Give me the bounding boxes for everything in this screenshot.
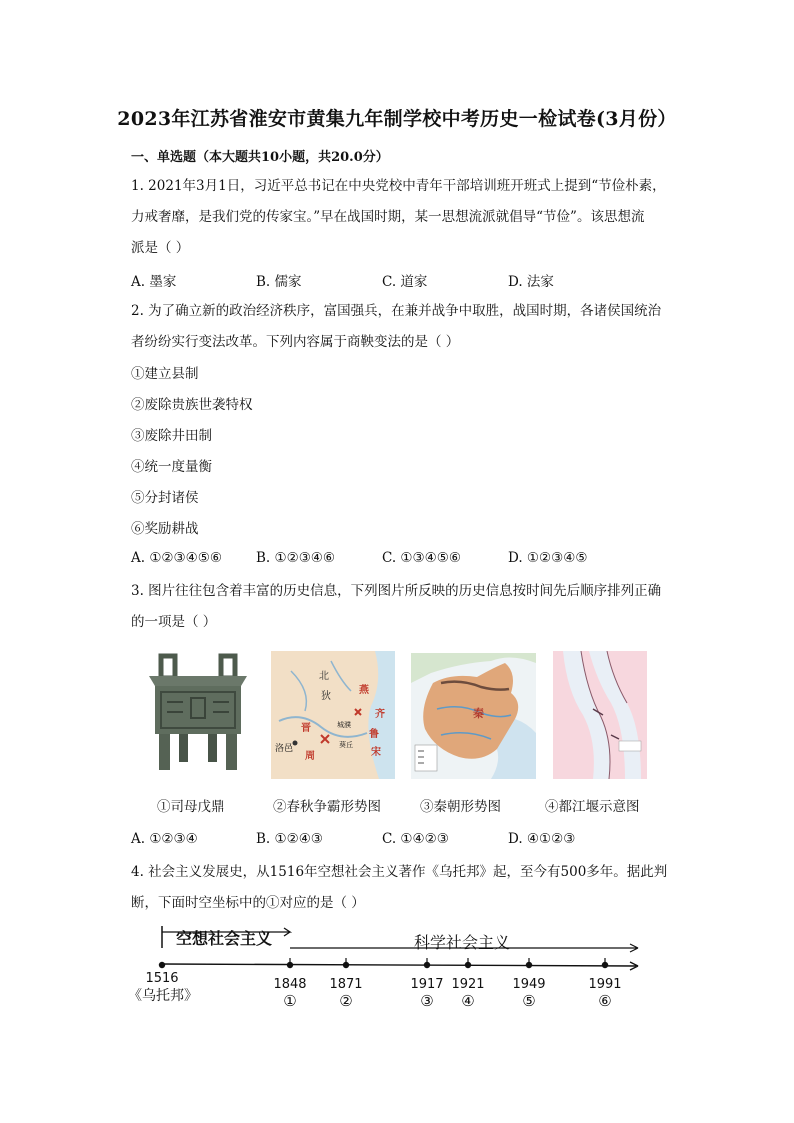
q2-item-2: ②废除贵族世袭特权: [131, 397, 253, 413]
q2-item-5: ⑤分封诸侯: [131, 490, 199, 506]
q1-option-a: A. 墨家: [131, 274, 177, 290]
timeline-year-1871: 1871: [329, 977, 363, 992]
timeline-year-1516: 1516: [145, 971, 179, 986]
timeline-mark-2: ②: [339, 992, 353, 1010]
q3-line-1: 3. 图片往往包含着丰富的历史信息，下列图片所反映的历史信息按时间先后顺序排列正确: [131, 583, 662, 599]
page-title: 2023年江苏省淮安市黄集九年制学校中考历史一检试卷(3月份）: [117, 108, 677, 130]
q4-line-2: 断，下面时空坐标中的①对应的是（ ）: [131, 895, 365, 911]
q2-option-a: A. ①②③④⑤⑥: [131, 550, 222, 566]
q2-item-3: ③废除井田制: [131, 428, 212, 444]
timeline-scientific-label: 科学社会主义: [414, 933, 511, 952]
map3-label-qin: 秦: [473, 707, 484, 720]
q3-option-d: D. ④①②③: [508, 831, 576, 847]
q1-line-2: 力戒奢靡，是我们党的传家宝。”早在战国时期，某一思想流派就倡导“节俭”。该思想流: [131, 209, 645, 225]
timeline-year-1917: 1917: [410, 977, 444, 992]
timeline-mark-3: ③: [420, 992, 434, 1010]
q3-line-2: 的一项是（ ）: [131, 614, 217, 630]
simuwu-ding-image: [143, 652, 253, 774]
map2-label-zhou: 周: [305, 751, 315, 762]
map2-label-lu: 鲁: [369, 729, 379, 740]
map2-label-chengpu: 城濮: [337, 721, 351, 729]
timeline-year-1949: 1949: [512, 977, 546, 992]
dujiangyan-diagram-image: [553, 651, 647, 779]
map2-label-yan: 燕: [359, 685, 369, 696]
map2-label-qi: 齐: [375, 709, 385, 720]
q2-line-2: 者纷纷实行变法改革。下列内容属于商鞅变法的是（ ）: [131, 334, 460, 350]
map2-label-di: 狄: [321, 691, 331, 702]
timeline-year-1848: 1848: [273, 977, 307, 992]
timeline-utopian-label: 空想社会主义: [176, 929, 273, 948]
caption-qin-map: ③秦朝形势图: [420, 799, 501, 815]
socialism-timeline: [118, 918, 646, 1018]
q2-option-b: B. ①②③④⑥: [256, 550, 336, 566]
timeline-mark-5: ⑤: [522, 992, 536, 1010]
timeline-book-label: 《乌托邦》: [128, 988, 198, 1004]
q1-option-c: C. 道家: [382, 274, 428, 290]
map2-label-bei: 北: [319, 671, 329, 682]
q1-option-d: D. 法家: [508, 274, 554, 290]
q1-line-1: 1. 2021年3月1日，习近平总书记在中央党校中青年干部培训班开班式上提到“节俭朴素，: [131, 178, 666, 194]
q1-option-b: B. 儒家: [256, 274, 302, 290]
q2-option-c: C. ①③④⑤⑥: [382, 550, 461, 566]
timeline-year-1991: 1991: [588, 977, 622, 992]
q2-item-6: ⑥奖励耕战: [131, 521, 199, 537]
map2-label-luoyi: 洛邑: [275, 744, 294, 754]
timeline-point-1516: [159, 962, 165, 968]
q3-option-b: B. ①②④③: [256, 831, 323, 847]
caption-ding: ①司母戊鼎: [157, 799, 225, 815]
timeline-mark-1: ①: [283, 992, 297, 1010]
caption-spring-autumn-map: ②春秋争霸形势图: [273, 799, 381, 815]
q2-item-4: ④统一度量衡: [131, 459, 212, 475]
map2-label-song: 宋: [371, 747, 381, 758]
q2-line-1: 2. 为了确立新的政治经济秩序，富国强兵，在兼并战争中取胜，战国时期，各诸侯国统治: [131, 303, 662, 319]
q2-option-d: D. ①②③④⑤: [508, 550, 588, 566]
q2-item-1: ①建立县制: [131, 366, 199, 382]
q3-option-a: A. ①②③④: [131, 831, 198, 847]
q3-option-c: C. ①④②③: [382, 831, 449, 847]
timeline-year-1921: 1921: [451, 977, 485, 992]
timeline-mark-6: ⑥: [598, 992, 612, 1010]
section-heading: 一、单选题（本大题共10小题，共20.0分）: [131, 150, 389, 165]
q4-line-1: 4. 社会主义发展史，从1516年空想社会主义著作《乌托邦》起，至今有500多年。据此判: [131, 864, 668, 880]
map2-label-jin: 晋: [301, 723, 311, 734]
map2-label-kuiqiu: 葵丘: [339, 741, 353, 749]
q1-line-3: 派是（ ）: [131, 240, 190, 256]
spring-autumn-map-image: [271, 651, 395, 779]
qin-dynasty-map-image: [411, 653, 536, 779]
timeline-mark-4: ④: [461, 992, 475, 1010]
caption-dujiangyan: ④都江堰示意图: [545, 799, 640, 815]
